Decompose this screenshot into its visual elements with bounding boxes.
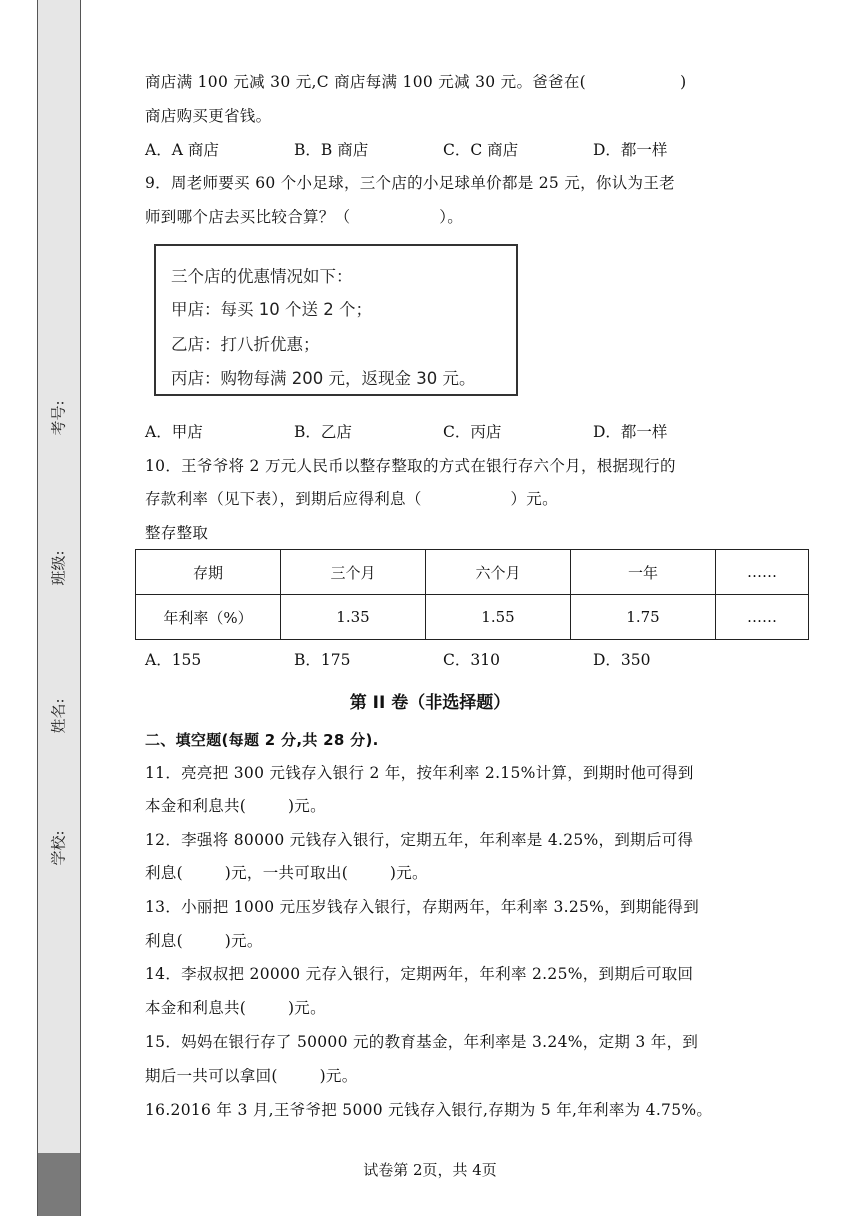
q9-option-c: C．丙店 xyxy=(443,423,502,441)
q9-line-1: 9．周老师要买 60 个小足球，三个店的小足球单价都是 25 元，你认为王老 xyxy=(145,174,675,192)
table-cell: 1.75 xyxy=(571,595,716,640)
q15-line-1: 15．妈妈在银行存了 50000 元的教育基金，年利率是 3.24%，定期 3 年，到 xyxy=(145,1033,699,1051)
q10-option-a: A．155 xyxy=(145,651,202,669)
table-header-cell: …… xyxy=(716,550,809,595)
box-line-4: 丙店：购物每满 200 元，返现金 30 元。 xyxy=(171,369,476,388)
box-line-1: 三个店的优惠情况如下： xyxy=(171,267,353,286)
table-header-cell: 三个月 xyxy=(281,550,426,595)
part-heading: 二、填空题(每题 2 分,共 28 分). xyxy=(145,731,379,749)
q10-option-c: C．310 xyxy=(443,651,500,669)
table-header-cell: 六个月 xyxy=(426,550,571,595)
q13-line-2: 利息( )元。 xyxy=(145,932,263,950)
table-header-cell: 存期 xyxy=(136,550,281,595)
table-header-cell: 一年 xyxy=(571,550,716,595)
q10-option-d: D．350 xyxy=(593,651,651,669)
q15-line-2: 期后一共可以拿回( )元。 xyxy=(145,1067,358,1085)
q9-option-d: D．都一样 xyxy=(593,423,668,441)
discount-info-box xyxy=(154,244,518,396)
q13-line-1: 13．小丽把 1000 元压岁钱存入银行，存期两年，年利率 3.25%，到期能得到 xyxy=(145,898,699,916)
table-cell: 1.55 xyxy=(426,595,571,640)
q8-option-d: D．都一样 xyxy=(593,141,668,159)
q12-line-1: 12．李强将 80000 元钱存入银行，定期五年，年利率是 4.25%，到期后可得 xyxy=(145,831,694,849)
page-footer: 试卷第 2页，共 4页 xyxy=(363,1161,497,1179)
q9-line-2: 师到哪个店去买比较合算？（ ）。 xyxy=(145,208,464,226)
binding-margin xyxy=(37,0,81,1216)
q9-option-b: B．乙店 xyxy=(294,423,352,441)
q11-line-2: 本金和利息共( )元。 xyxy=(145,797,326,815)
interest-rate-table xyxy=(135,549,809,640)
name-label: 姓名: xyxy=(49,698,68,734)
class-label: 班级: xyxy=(49,550,68,586)
q12-line-2: 利息( )元，一共可取出( )元。 xyxy=(145,864,428,882)
table-cell: 年利率（%） xyxy=(136,595,281,640)
exam-number-label: 考号: xyxy=(49,400,68,436)
table-cell: …… xyxy=(716,595,809,640)
table-header-row xyxy=(136,550,809,595)
school-label: 学校: xyxy=(49,830,68,866)
q14-line-2: 本金和利息共( )元。 xyxy=(145,999,326,1017)
q10-line-1: 10．王爷爷将 2 万元人民币以整存整取的方式在银行存六个月，根据现行的 xyxy=(145,457,676,475)
q9-option-a: A．甲店 xyxy=(145,423,203,441)
q11-line-1: 11．亮亮把 300 元钱存入银行 2 年，按年利率 2.15%计算，到期时他可得到 xyxy=(145,764,694,782)
box-line-3: 乙店：打八折优惠； xyxy=(171,335,320,354)
q16-line-1: 16.2016 年 3 月,王爷爷把 5000 元钱存入银行,存期为 5 年,年利率为 4.75%。 xyxy=(145,1101,713,1119)
q14-line-1: 14．李叔叔把 20000 元存入银行，定期两年，年利率 2.25%，到期后可取回 xyxy=(145,965,694,983)
table-row xyxy=(136,595,809,640)
table-cell: 1.35 xyxy=(281,595,426,640)
section-title: 第 II 卷（非选择题） xyxy=(349,693,511,713)
table-caption: 整存整取 xyxy=(145,524,209,542)
q8-line-1: 商店满 100 元减 30 元,C 商店每满 100 元减 30 元。爸爸在( ) xyxy=(145,73,687,91)
box-line-2: 甲店：每买 10 个送 2 个； xyxy=(171,300,372,319)
q8-line-2: 商店购买更省钱。 xyxy=(145,107,272,125)
q8-option-a: A．A 商店 xyxy=(145,141,219,159)
q8-option-b: B．B 商店 xyxy=(294,141,369,159)
q10-line-2: 存款利率（见下表），到期后应得利息（ ）元。 xyxy=(145,490,558,508)
q10-option-b: B．175 xyxy=(294,651,351,669)
q8-option-c: C．C 商店 xyxy=(443,141,519,159)
